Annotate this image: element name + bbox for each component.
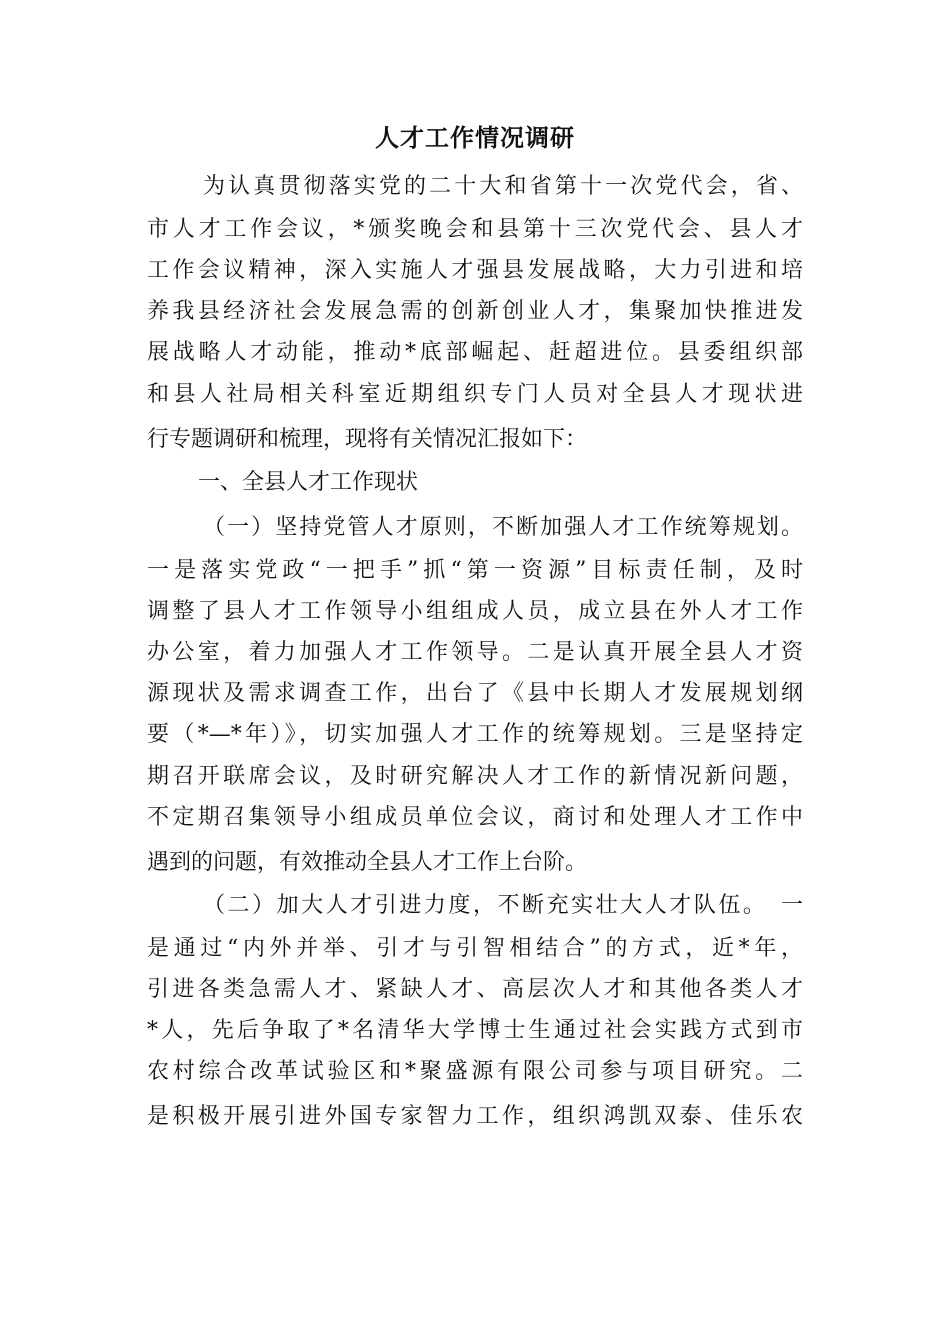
paragraph-line: 要（*—*年）》，切实加强人才工作的统筹规划。三是坚持定: [147, 722, 803, 747]
paragraph-line: 遇到的问题，有效推动全县人才工作上台阶。: [147, 850, 588, 875]
paragraph-line: 养我县经济社会发展急需的创新创业人才，集聚加快推进发: [147, 299, 803, 324]
paragraph-line: *人，先后争取了*名清华大学博士生通过社会实践方式到市: [147, 1018, 803, 1043]
paragraph-line: 市人才工作会议，*颁奖晚会和县第十三次党代会、县人才: [147, 217, 803, 242]
paragraph-line: 源现状及需求调查工作，出台了《县中长期人才发展规划纲: [147, 681, 803, 706]
paragraph-line: 调整了县人才工作领导小组组成人员，成立县在外人才工作: [147, 599, 803, 624]
paragraph-line: 行专题调研和梳理，现将有关情况汇报如下：: [147, 427, 588, 452]
subsection-heading-line: （二）加大人才引进力度，不断充实壮大人才队伍。 一: [203, 893, 803, 918]
paragraph-line: 期召开联席会议，及时研究解决人才工作的新情况新问题，: [147, 764, 803, 789]
paragraph-line: 工作会议精神，深入实施人才强县发展战略，大力引进和培: [147, 258, 803, 283]
document-title: 人才工作情况调研: [375, 123, 575, 152]
paragraph-line: 办公室，着力加强人才工作领导。二是认真开展全县人才资: [147, 640, 803, 665]
subsection-heading-line: （一）坚持党管人才原则，不断加强人才工作统筹规划。: [203, 515, 803, 540]
paragraph-line: 是通过“内外并举、引才与引智相结合”的方式，近*年，: [147, 936, 803, 961]
paragraph-line: 一是落实党政“一把手”抓“第一资源”目标责任制，及时: [147, 558, 803, 583]
paragraph-line: 不定期召集领导小组成员单位会议，商讨和处理人才工作中: [147, 805, 803, 830]
paragraph-line: 引进各类急需人才、紧缺人才、高层次人才和其他各类人才: [147, 977, 803, 1002]
paragraph-line: 是积极开展引进外国专家智力工作，组织鸿凯双泰、佳乐农: [147, 1104, 803, 1129]
paragraph-line: 农村综合改革试验区和*聚盛源有限公司参与项目研究。二: [147, 1059, 803, 1084]
paragraph-line: 和县人社局相关科室近期组织专门人员对全县人才现状进: [147, 382, 803, 407]
paragraph-line: 展战略人才动能，推动*底部崛起、赶超进位。县委组织部: [147, 340, 803, 365]
paragraph-line: 为认真贯彻落实党的二十大和省第十一次党代会，省、: [203, 174, 803, 199]
section-heading: 一、全县人才工作现状: [198, 470, 419, 495]
